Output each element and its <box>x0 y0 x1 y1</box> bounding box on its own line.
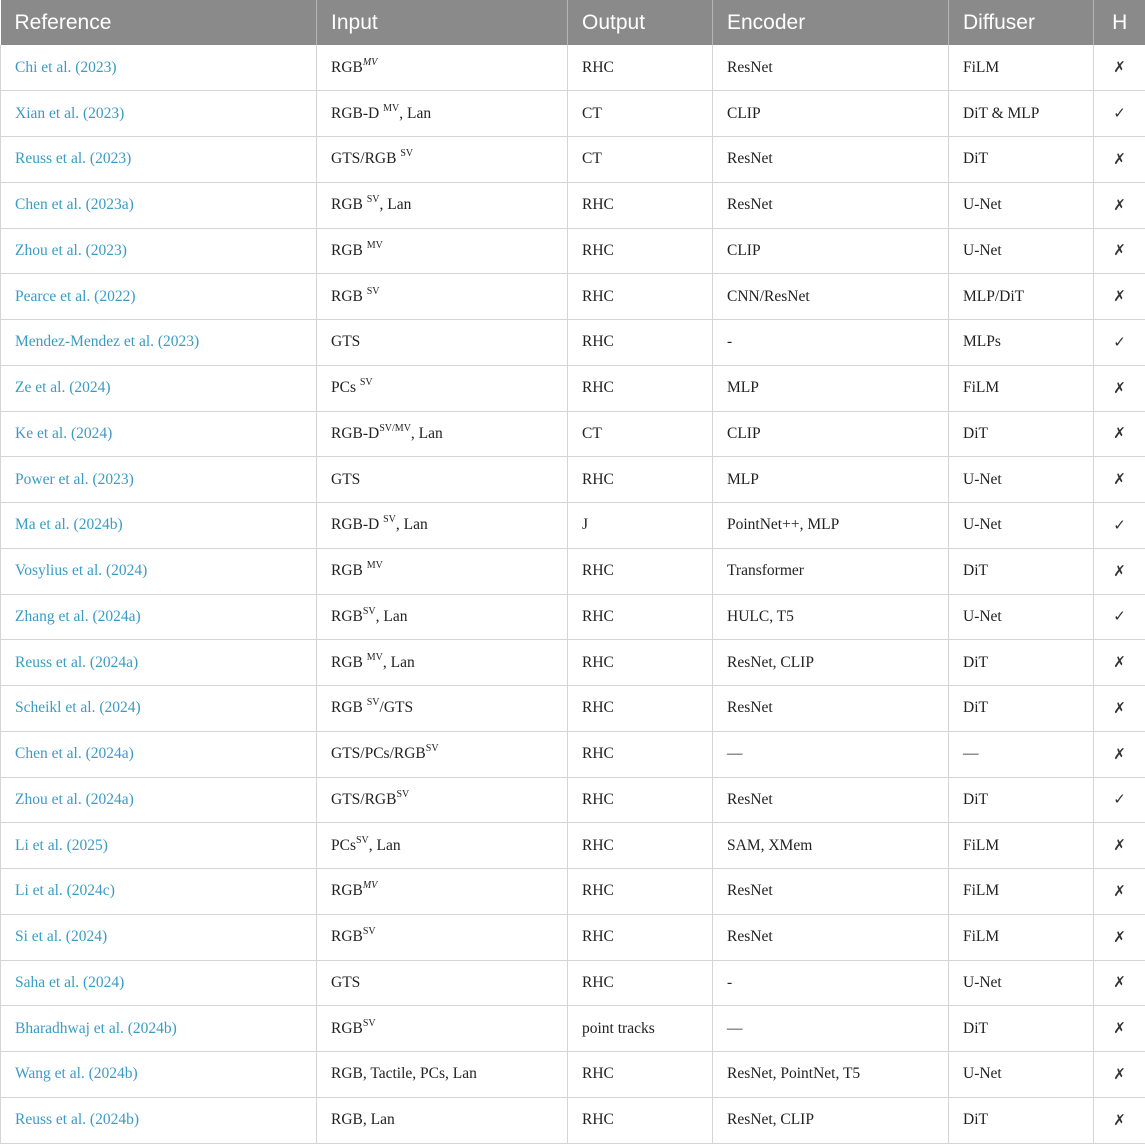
input-cell <box>317 1052 568 1098</box>
diffuser-cell: U-Net <box>949 228 1094 274</box>
check-icon: ✓ <box>1113 516 1126 534</box>
h-cell <box>1094 457 1145 503</box>
table-row <box>1 1006 1145 1052</box>
table-row <box>1 91 1145 137</box>
reference-link[interactable]: Zhou et al. (2023) <box>1 228 317 274</box>
output-cell: RHC <box>568 1097 713 1143</box>
input-rest: , Lan <box>380 196 412 213</box>
cross-icon: ✗ <box>1113 1019 1126 1037</box>
encoder-cell: - <box>713 960 949 1006</box>
input-rest: , Lan <box>376 608 408 625</box>
reference-link[interactable]: Si et al. (2024) <box>1 914 317 960</box>
input-view-superscript: SV <box>396 789 409 800</box>
output-cell: RHC <box>568 274 713 320</box>
encoder-cell: MLP <box>713 365 949 411</box>
input-cell <box>317 548 568 594</box>
input-view-superscript: MV <box>383 103 399 114</box>
table-row <box>1 45 1145 91</box>
diffuser-cell: DiT <box>949 1097 1094 1143</box>
input-main: RGB <box>331 59 363 76</box>
diffuser-cell: — <box>949 731 1094 777</box>
input-view-superscript: SV <box>363 926 376 937</box>
encoder-cell: CLIP <box>713 411 949 457</box>
input-main: RGB <box>331 882 363 899</box>
cross-icon: ✗ <box>1113 150 1126 168</box>
input-view-superscript: MV <box>363 57 377 68</box>
cross-icon: ✗ <box>1113 196 1126 214</box>
encoder-cell: ResNet <box>713 686 949 732</box>
input-cell <box>317 869 568 915</box>
table-row <box>1 960 1145 1006</box>
input-cell <box>317 182 568 228</box>
input-main: PCs <box>331 379 360 396</box>
input-view-superscript: SV <box>363 1018 376 1029</box>
h-cell <box>1094 777 1145 823</box>
output-cell: RHC <box>568 960 713 1006</box>
h-cell <box>1094 1052 1145 1098</box>
encoder-cell: PointNet++, MLP <box>713 503 949 549</box>
cross-icon: ✗ <box>1113 241 1126 259</box>
table-header <box>1 0 1145 45</box>
output-cell: RHC <box>568 45 713 91</box>
input-cell <box>317 411 568 457</box>
input-view-superscript: MV <box>367 240 383 251</box>
h-cell <box>1094 503 1145 549</box>
cross-icon: ✗ <box>1113 928 1126 946</box>
reference-link[interactable]: Zhou et al. (2024a) <box>1 777 317 823</box>
h-cell <box>1094 411 1145 457</box>
h-cell <box>1094 640 1145 686</box>
input-main: RGB <box>331 242 367 259</box>
diffuser-cell: MLP/DiT <box>949 274 1094 320</box>
h-cell <box>1094 320 1145 366</box>
table-row <box>1 914 1145 960</box>
cross-icon: ✗ <box>1113 653 1126 671</box>
input-view-superscript: SV <box>383 514 396 525</box>
check-icon: ✓ <box>1113 607 1126 625</box>
output-cell: RHC <box>568 228 713 274</box>
input-cell <box>317 91 568 137</box>
header-diffuser: Diffuser <box>949 0 1094 45</box>
reference-link[interactable]: Ke et al. (2024) <box>1 411 317 457</box>
output-cell: RHC <box>568 548 713 594</box>
h-cell <box>1094 869 1145 915</box>
input-main: RGB, Lan <box>331 1111 395 1128</box>
header-row <box>1 0 1145 45</box>
diffuser-cell: FiLM <box>949 914 1094 960</box>
input-cell <box>317 365 568 411</box>
cross-icon: ✗ <box>1113 1065 1126 1083</box>
output-cell: RHC <box>568 731 713 777</box>
reference-link[interactable]: Reuss et al. (2023) <box>1 137 317 183</box>
diffuser-cell: U-Net <box>949 960 1094 1006</box>
reference-link[interactable]: Wang et al. (2024b) <box>1 1052 317 1098</box>
output-cell: CT <box>568 91 713 137</box>
check-icon: ✓ <box>1113 790 1126 808</box>
input-cell <box>317 777 568 823</box>
h-cell <box>1094 960 1145 1006</box>
encoder-cell: — <box>713 731 949 777</box>
cross-icon: ✗ <box>1113 1111 1126 1129</box>
reference-link[interactable]: Chen et al. (2024a) <box>1 731 317 777</box>
h-cell <box>1094 1097 1145 1143</box>
diffuser-cell: FiLM <box>949 869 1094 915</box>
output-cell: RHC <box>568 457 713 503</box>
header-encoder: Encoder <box>713 0 949 45</box>
table-row <box>1 869 1145 915</box>
input-main: GTS/PCs/RGB <box>331 745 426 762</box>
input-view-superscript: MV <box>363 880 377 891</box>
encoder-cell: CLIP <box>713 91 949 137</box>
input-main: RGB <box>331 699 367 716</box>
input-main: RGB-D <box>331 425 379 442</box>
diffuser-cell: FiLM <box>949 365 1094 411</box>
reference-link[interactable]: Saha et al. (2024) <box>1 960 317 1006</box>
output-cell: RHC <box>568 1052 713 1098</box>
table-row <box>1 777 1145 823</box>
cross-icon: ✗ <box>1113 699 1126 717</box>
input-cell <box>317 320 568 366</box>
reference-link[interactable]: Zhang et al. (2024a) <box>1 594 317 640</box>
encoder-cell: ResNet, CLIP <box>713 640 949 686</box>
input-main: GTS <box>331 974 360 991</box>
cross-icon: ✗ <box>1113 470 1126 488</box>
input-main: GTS/RGB <box>331 150 400 167</box>
input-main: RGB, Tactile, PCs, Lan <box>331 1065 477 1082</box>
input-view-superscript: SV <box>367 697 380 708</box>
input-cell <box>317 1097 568 1143</box>
table-row <box>1 457 1145 503</box>
diffuser-cell: DiT <box>949 137 1094 183</box>
reference-link[interactable]: Power et al. (2023) <box>1 457 317 503</box>
input-view-superscript: SV <box>367 194 380 205</box>
input-cell <box>317 731 568 777</box>
output-cell: RHC <box>568 365 713 411</box>
cross-icon: ✗ <box>1113 287 1126 305</box>
output-cell: RHC <box>568 594 713 640</box>
cross-icon: ✗ <box>1113 745 1126 763</box>
diffuser-cell: U-Net <box>949 503 1094 549</box>
input-rest: /GTS <box>380 699 414 716</box>
encoder-cell: CNN/ResNet <box>713 274 949 320</box>
output-cell: CT <box>568 137 713 183</box>
diffuser-cell: DiT <box>949 777 1094 823</box>
encoder-cell: MLP <box>713 457 949 503</box>
input-main: RGB <box>331 1020 363 1037</box>
reference-link[interactable]: Chi et al. (2023) <box>1 45 317 91</box>
encoder-cell: CLIP <box>713 228 949 274</box>
check-icon: ✓ <box>1113 333 1126 351</box>
diffuser-cell: DiT <box>949 1006 1094 1052</box>
table-row <box>1 686 1145 732</box>
diffuser-cell: DiT <box>949 411 1094 457</box>
table-row <box>1 320 1145 366</box>
input-cell <box>317 503 568 549</box>
input-cell <box>317 640 568 686</box>
h-cell <box>1094 365 1145 411</box>
output-cell: CT <box>568 411 713 457</box>
table-body <box>1 45 1145 1143</box>
input-main: PCs <box>331 837 356 854</box>
h-cell <box>1094 137 1145 183</box>
cross-icon: ✗ <box>1113 973 1126 991</box>
input-rest: , Lan <box>396 516 428 533</box>
reference-link[interactable]: Mendez-Mendez et al. (2023) <box>1 320 317 366</box>
diffuser-cell: U-Net <box>949 594 1094 640</box>
input-cell <box>317 274 568 320</box>
reference-link[interactable]: Bharadhwaj et al. (2024b) <box>1 1006 317 1052</box>
h-cell <box>1094 1006 1145 1052</box>
header-reference: Reference <box>1 0 317 45</box>
input-main: RGB-D <box>331 105 383 122</box>
input-main: GTS/RGB <box>331 791 396 808</box>
h-cell <box>1094 228 1145 274</box>
table-row <box>1 182 1145 228</box>
input-rest: , Lan <box>369 837 401 854</box>
diffuser-cell: DiT <box>949 640 1094 686</box>
h-cell <box>1094 45 1145 91</box>
input-rest: , Lan <box>399 105 431 122</box>
input-view-superscript: SV <box>363 606 376 617</box>
h-cell <box>1094 182 1145 228</box>
table-row <box>1 548 1145 594</box>
table-row <box>1 594 1145 640</box>
h-cell <box>1094 594 1145 640</box>
table-row <box>1 731 1145 777</box>
input-main: RGB <box>331 196 367 213</box>
diffuser-cell: U-Net <box>949 182 1094 228</box>
h-cell <box>1094 91 1145 137</box>
input-cell <box>317 823 568 869</box>
reference-link[interactable]: Ze et al. (2024) <box>1 365 317 411</box>
encoder-cell: Transformer <box>713 548 949 594</box>
table-row <box>1 503 1145 549</box>
input-view-superscript: SV/MV <box>379 423 411 434</box>
output-cell: RHC <box>568 823 713 869</box>
diffuser-cell: MLPs <box>949 320 1094 366</box>
input-rest: , Lan <box>411 425 443 442</box>
input-cell <box>317 137 568 183</box>
check-icon: ✓ <box>1113 104 1126 122</box>
input-view-superscript: SV <box>356 835 369 846</box>
output-cell: RHC <box>568 320 713 366</box>
h-cell <box>1094 548 1145 594</box>
h-cell <box>1094 274 1145 320</box>
diffuser-cell: FiLM <box>949 823 1094 869</box>
input-main: RGB <box>331 562 367 579</box>
encoder-cell: HULC, T5 <box>713 594 949 640</box>
diffuser-cell: DiT <box>949 686 1094 732</box>
output-cell: RHC <box>568 914 713 960</box>
reference-link[interactable]: Scheikl et al. (2024) <box>1 686 317 732</box>
encoder-cell: SAM, XMem <box>713 823 949 869</box>
input-view-superscript: SV <box>367 286 380 297</box>
reference-link[interactable]: Xian et al. (2023) <box>1 91 317 137</box>
h-cell <box>1094 731 1145 777</box>
diffuser-cell: DiT & MLP <box>949 91 1094 137</box>
diffuser-cell: FiLM <box>949 45 1094 91</box>
input-main: RGB <box>331 928 363 945</box>
output-cell: RHC <box>568 869 713 915</box>
reference-link[interactable]: Chen et al. (2023a) <box>1 182 317 228</box>
input-main: GTS <box>331 471 360 488</box>
output-cell: RHC <box>568 686 713 732</box>
cross-icon: ✗ <box>1113 424 1126 442</box>
reference-link[interactable]: Ma et al. (2024b) <box>1 503 317 549</box>
diffuser-cell: U-Net <box>949 457 1094 503</box>
cross-icon: ✗ <box>1113 379 1126 397</box>
input-cell <box>317 457 568 503</box>
reference-link[interactable]: Li et al. (2025) <box>1 823 317 869</box>
cross-icon: ✗ <box>1113 836 1126 854</box>
h-cell <box>1094 914 1145 960</box>
table-row <box>1 365 1145 411</box>
encoder-cell: ResNet, CLIP <box>713 1097 949 1143</box>
input-cell <box>317 45 568 91</box>
reference-link[interactable]: Pearce et al. (2022) <box>1 274 317 320</box>
table-row <box>1 274 1145 320</box>
input-view-superscript: SV <box>360 377 373 388</box>
input-cell <box>317 686 568 732</box>
input-cell <box>317 1006 568 1052</box>
encoder-cell: ResNet <box>713 777 949 823</box>
output-cell: point tracks <box>568 1006 713 1052</box>
input-cell <box>317 914 568 960</box>
reference-link[interactable]: Li et al. (2024c) <box>1 869 317 915</box>
h-cell <box>1094 686 1145 732</box>
encoder-cell: ResNet <box>713 137 949 183</box>
encoder-cell: ResNet, PointNet, T5 <box>713 1052 949 1098</box>
cross-icon: ✗ <box>1113 562 1126 580</box>
input-main: RGB <box>331 654 367 671</box>
diffuser-cell: U-Net <box>949 1052 1094 1098</box>
table-row <box>1 1097 1145 1143</box>
header-h: H <box>1094 0 1145 45</box>
input-view-superscript: SV <box>426 743 439 754</box>
h-cell <box>1094 823 1145 869</box>
diffuser-cell: DiT <box>949 548 1094 594</box>
input-view-superscript: MV <box>367 652 383 663</box>
header-output: Output <box>568 0 713 45</box>
input-rest: , Lan <box>383 654 415 671</box>
reference-link[interactable]: Reuss et al. (2024a) <box>1 640 317 686</box>
input-cell <box>317 228 568 274</box>
reference-link[interactable]: Vosylius et al. (2024) <box>1 548 317 594</box>
table-row <box>1 411 1145 457</box>
cross-icon: ✗ <box>1113 882 1126 900</box>
encoder-cell: ResNet <box>713 182 949 228</box>
output-cell: RHC <box>568 640 713 686</box>
input-cell <box>317 594 568 640</box>
table-row <box>1 228 1145 274</box>
input-view-superscript: SV <box>400 148 413 159</box>
encoder-cell: ResNet <box>713 45 949 91</box>
table-row <box>1 823 1145 869</box>
input-cell <box>317 960 568 1006</box>
input-main: RGB <box>331 288 367 305</box>
encoder-cell: ResNet <box>713 869 949 915</box>
encoder-cell: ResNet <box>713 914 949 960</box>
encoder-cell: — <box>713 1006 949 1052</box>
output-cell: J <box>568 503 713 549</box>
input-view-superscript: MV <box>367 560 383 571</box>
input-main: RGB <box>331 608 363 625</box>
table-row <box>1 137 1145 183</box>
output-cell: RHC <box>568 182 713 228</box>
cross-icon: ✗ <box>1113 58 1126 76</box>
input-main: RGB-D <box>331 516 383 533</box>
reference-link[interactable]: Reuss et al. (2024b) <box>1 1097 317 1143</box>
header-input: Input <box>317 0 568 45</box>
table-row <box>1 640 1145 686</box>
table-row <box>1 1052 1145 1098</box>
encoder-cell: - <box>713 320 949 366</box>
output-cell: RHC <box>568 777 713 823</box>
input-main: GTS <box>331 333 360 350</box>
